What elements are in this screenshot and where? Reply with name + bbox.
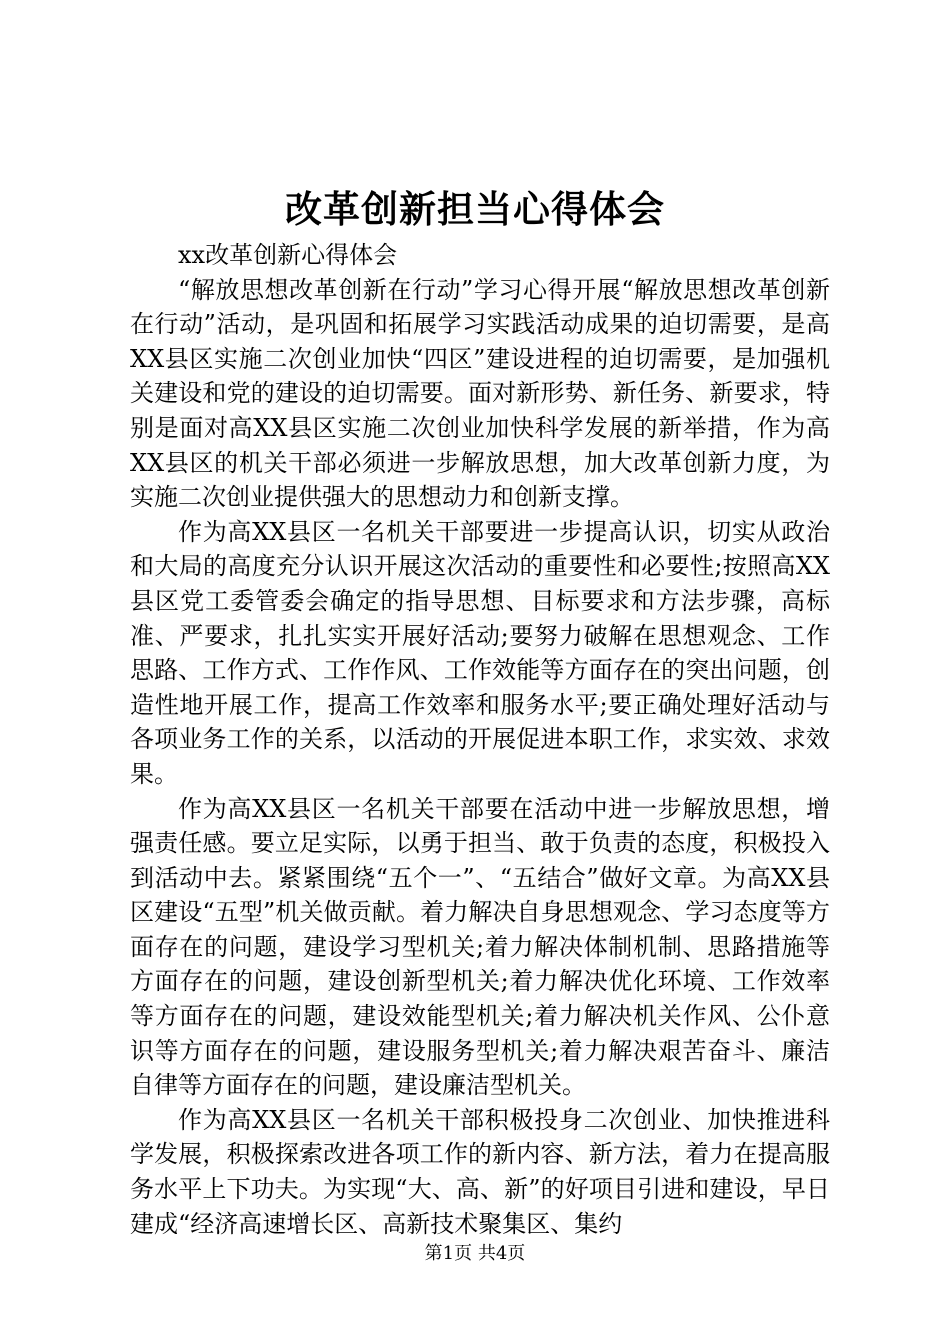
document-body xyxy=(130,238,830,1241)
paragraph-3: 作为高XX县区一名机关干部要在活动中进一步解放思想，增强责任感。要立足实际，以勇于担当、敢于负责的态度，积极投入到活动中去。紧紧围绕“五个一”、“五结合”做好文章。为高XX县区建设“五型”机关做贡献。着力解决自身思想观念、学习态度等方面存在的问题，建设学习型机关;着力解决体制机制、思路措施等方面存在的问题，建设创新型机关;着力解决优化环境、工作效率等方面存在的问题，建设效能型机关;着力解决机关作风、公仆意识等方面存在的问题，建设服务型机关;着力解决艰苦奋斗、廉洁自律等方面存在的问题，建设廉洁型机关。 xyxy=(130,794,830,1100)
paragraph-4: 作为高XX县区一名机关干部积极投身二次创业、加快推进科学发展，积极探索改进各项工作的新内容、新方法，着力在提高服务水平上下功夫。为实现“大、高、新”的好项目引进和建设，早日建成“经济高速增长区、高新技术聚集区、集约 xyxy=(130,1105,830,1238)
document-title: 改革创新担当心得体会 xyxy=(285,187,665,231)
paragraph-1: “解放思想改革创新在行动”学习心得开展“解放思想改革创新在行动”活动，是巩固和拓展学习实践活动成果的迫切需要，是高XX县区实施二次创业加快“四区”建设进程的迫切需要，是加强机关建设和党的建设的迫切需要。面对新形势、新任务、新要求，特别是面对高XX县区实施二次创业加快科学发展的新举措，作为高XX县区的机关干部必须进一步解放思想，加大改革创新力度，为实施二次创业提供强大的思想动力和创新支撑。 xyxy=(130,275,830,512)
paragraph-2: 作为高XX县区一名机关干部要进一步提高认识，切实从政治和大局的高度充分认识开展这次活动的重要性和必要性;按照高XX县区党工委管委会确定的指导思想、目标要求和方法步骤，高标准、严要求，扎扎实实开展好活动;要努力破解在思想观念、工作思路、工作方式、工作作风、工作效能等方面存在的突出问题，创造性地开展工作，提高工作效率和服务水平;要正确处理好活动与各项业务工作的关系，以活动的开展促进本职工作，求实效、求效果。 xyxy=(130,517,830,788)
page-number-footer: 第1页 共4页 xyxy=(424,1243,526,1264)
paragraph-subtitle: xx改革创新心得体会 xyxy=(178,241,398,269)
